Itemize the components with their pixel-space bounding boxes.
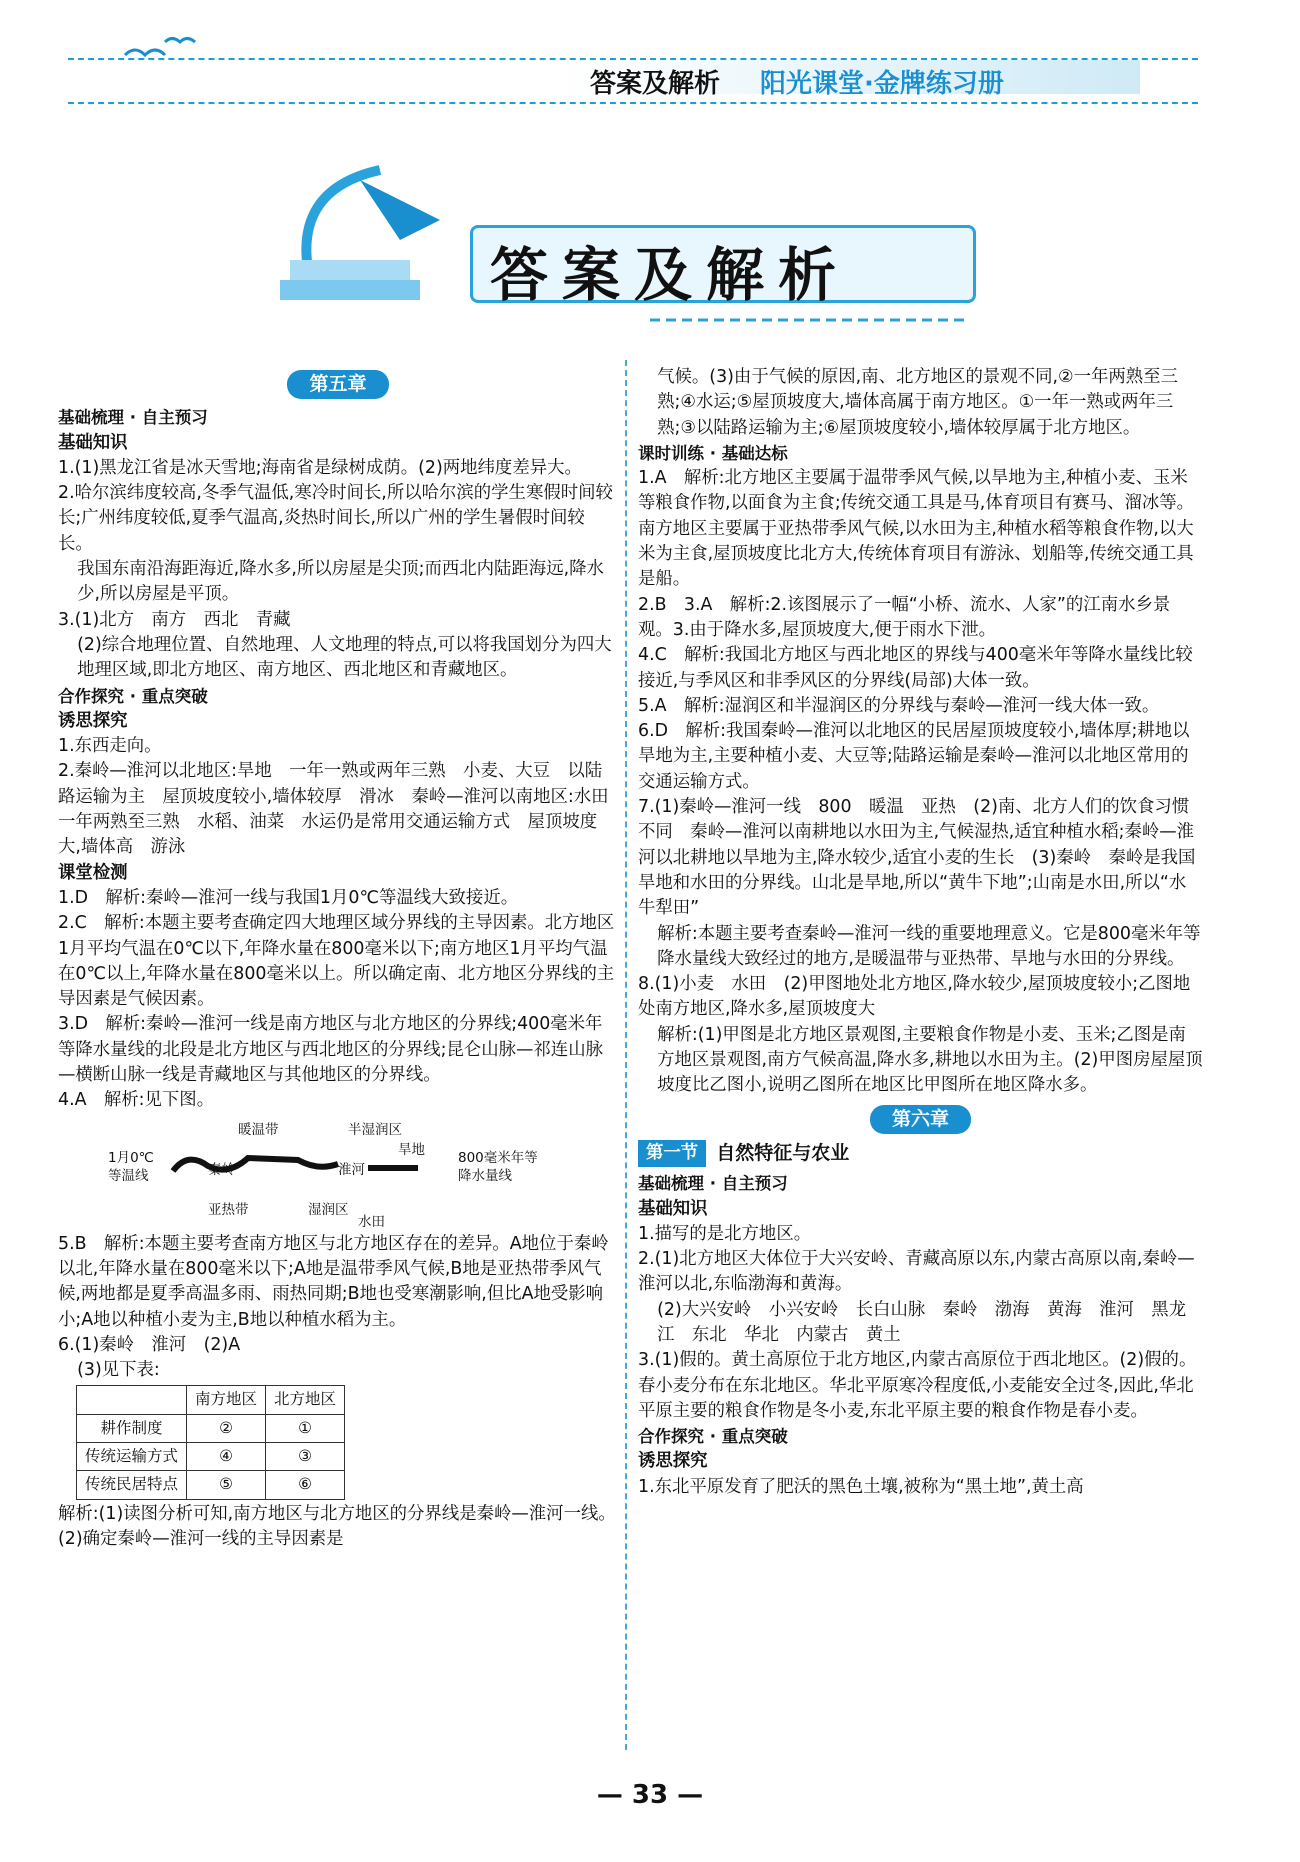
column-divider: [625, 360, 627, 1750]
boundary-line: [168, 1146, 458, 1186]
answer-item: 4.C 解析:我国北方地区与西北地区的界线与400毫米年等降水量线比较接近,与季风区和非季风区的分界线(局部)大体一致。: [638, 645, 1193, 691]
answer-item: (2)大兴安岭 小兴安岭 长白山脉 秦岭 渤海 黄海 淮河 黑龙江 东北 华北 内蒙古 黄土: [657, 1299, 1187, 1345]
answer-item: 8.(1)小麦 水田 (2)甲图地处北方地区,降水较少,屋顶坡度较小;乙图地处南方地区,降水多,屋顶坡度大: [638, 974, 1191, 1020]
answer-item: 5.B 解析:本题主要考查南方地区与北方地区存在的差异。A地位于秦岭以北,年降水量在800毫米以下;A地是温带季风气候,B地是亚热带季风气候,两地都是夏季高温多雨、雨热同期;B地也受寒潮影响,但比A地受影响小;A地以种植小麦为主,B地以种植水稻为主。: [58, 1233, 609, 1330]
answer-item: 我国东南沿海距海近,降水多,所以房屋是尖顶;而西北内陆距海远,降水少,所以房屋是平顶。: [77, 559, 604, 605]
section-tag: 第一节: [638, 1140, 706, 1167]
answer-item: 2.C 解析:本题主要考查确定四大地理区域分界线的主导因素。北方地区1月平均气温在0℃以下,年降水量在800毫米以下;南方地区1月平均气温在0℃以上,年降水量在800毫米以上。所以确定南、北方地区分界线的主导因素是气候因素。: [58, 913, 615, 1010]
answer-item: 解析:(1)甲图是北方地区景观图,主要粮食作物是小麦、玉米;乙图是南方地区景观图,南方气候高温,降水多,耕地以水田为主。(2)甲图房屋屋顶坡度比乙图小,说明乙图所在地区比甲图所在地区降水多。: [657, 1024, 1203, 1096]
subsection-heading: 基础知识: [58, 432, 128, 453]
subsection-heading: 诱思探究: [58, 710, 128, 731]
answer-item: (3)见下表:: [77, 1360, 160, 1381]
diagram-label: 等温线: [108, 1167, 149, 1184]
diagram-label: 暖温带: [238, 1121, 279, 1138]
banner-title: 答案及解析: [490, 241, 851, 309]
answer-item: 3.(1)假的。黄土高原位于北方地区,内蒙古高原位于西北地区。(2)假的。春小麦分布在东北地区。华北平原寒冷程度低,小麦能安全过冬,因此,华北平原主要的粮食作物是冬小麦,东北平原主要的粮食作物是春小麦。: [638, 1350, 1197, 1421]
section-title: 自然特征与农业: [716, 1141, 850, 1164]
diagram-label: 1月0℃: [108, 1149, 154, 1166]
answer-item: 6.(1)秦岭 淮河 (2)A: [58, 1334, 241, 1355]
answer-item: 解析:(1)读图分析可知,南方地区与北方地区的分界线是秦岭—淮河一线。(2)确定秦岭—淮河一线的主导因素是: [58, 1503, 616, 1549]
answer-item: 7.(1)秦岭—淮河一线 800 暖温 亚热 (2)南、北方人们的饮食习惯不同 秦岭—淮河以南耕地以水田为主,气候湿热,适宜种植水稻;秦岭—淮河以北耕地以旱地为主,降水较少,适宜小麦的生长 (3)秦岭 秦岭是我国旱地和水田的分界线。山北是旱地,所以“黄牛下地”;山南是水田,所以“水牛犁田”: [638, 797, 1196, 919]
answer-item: 3.D 解析:秦岭—淮河一线是南方地区与北方地区的分界线;400毫米年等降水量线的北段是北方地区与西北地区的分界线;昆仑山脉—祁连山脉—横断山脉一线是青藏地区与其他地区的分界线。: [58, 1014, 603, 1086]
subsection-heading: 基础知识: [638, 1198, 708, 1219]
left-column: [58, 370, 626, 1552]
diagram-label: 亚热带: [208, 1201, 249, 1218]
birds-icon: [120, 30, 200, 70]
answer-item: 6.D 解析:我国秦岭—淮河以北地区的民居屋顶坡度较小,墙体厚;耕地以旱地为主,主要种植小麦、大豆等;陆路运输是秦岭—淮河以北地区常用的交通运输方式。: [638, 721, 1190, 792]
section-heading: 基础梳理 · 自主预习: [638, 1174, 788, 1194]
diagram-label: 800毫米年等: [458, 1149, 538, 1166]
answer-item: 1.(1)黑龙江省是冰天雪地;海南省是绿树成荫。(2)两地纬度差异大。: [58, 457, 582, 478]
answer-item: 解析:本题主要考查秦岭—淮河一线的重要地理意义。它是800毫米年等降水量线大致经过的地方,是暖温带与亚热带、旱地与水田的分界线。: [657, 923, 1201, 969]
subsection-heading: 诱思探究: [638, 1451, 708, 1472]
header-series: 阳光课堂·金牌练习册: [760, 69, 1004, 99]
diagram-label: 淮河: [338, 1161, 365, 1178]
comparison-table: 南方地区 北方地区 耕作制度 ② ① 传统运输方式 ④ ③ 传统民居特点 ⑤ ⑥: [76, 1385, 345, 1499]
answer-item: 2.B 3.A 解析:2.该图展示了一幅“小桥、流水、人家”的江南水乡景观。3.由于降水多,屋顶坡度大,便于雨水下泄。: [638, 594, 1171, 640]
answer-item: 气候。(3)由于气候的原因,南、北方地区的景观不同,②一年两熟至三熟;④水运;⑤屋顶坡度大,墙体高属于南方地区。①一年一熟或两年三熟;③以陆路运输为主;⑥屋顶坡度较小,墙体较厚属于北方地区。: [657, 367, 1178, 438]
chapter-six-badge: 第六章: [870, 1105, 971, 1134]
answer-item: 1.东北平原发育了肥沃的黑色土壤,被称为“黑土地”,黄土高: [638, 1476, 1084, 1497]
section-heading: 合作探究 · 重点突破: [58, 686, 208, 706]
answer-item: 4.A 解析:见下图。: [58, 1090, 215, 1111]
diagram-label: 降水量线: [458, 1167, 512, 1184]
boundary-diagram: [58, 1118, 618, 1228]
section-heading: 合作探究 · 重点突破: [638, 1427, 788, 1447]
diagram-label: 水田: [358, 1213, 385, 1230]
answer-item: 2.秦岭—淮河以北地区:旱地 一年一熟或两年三熟 小麦、大豆 以陆路运输为主 屋顶坡度较小,墙体较厚 滑冰 秦岭—淮河以南地区:水田 一年两熟至三熟 水稻、油菜 水运仍是常用交通运输方式 屋顶坡度大,墙体高 游泳: [58, 761, 626, 858]
section-heading: 课时训练 · 基础达标: [638, 443, 788, 463]
answer-item: 1.A 解析:北方地区主要属于温带季风气候,以旱地为主,种植小麦、玉米等粮食作物,以面食为主食;传统交通工具是马,体育项目有赛马、溜冰等。南方地区主要属于亚热带季风气候,以水田为主,种植水稻等粮食作物,以大米为主食,屋顶坡度比北方大,传统体育项目有游泳、划船等,传统交通工具是船。: [638, 468, 1195, 590]
table-row: 传统民居特点 ⑤ ⑥: [77, 1471, 345, 1499]
answer-item: 1.东西走向。: [58, 736, 162, 757]
diagram-label: 半湿润区: [348, 1121, 402, 1138]
table-row: 传统运输方式 ④ ③: [77, 1442, 345, 1470]
section-header: [638, 1140, 1203, 1167]
table-row: 耕作制度 ② ①: [77, 1414, 345, 1442]
section-heading: 基础梳理 · 自主预习: [58, 408, 208, 428]
diagram-label: 旱地: [398, 1141, 425, 1158]
answer-item: 1.D 解析:秦岭—淮河一线与我国1月0℃等温线大致接近。: [58, 887, 519, 908]
answer-item: 1.描写的是北方地区。: [638, 1223, 812, 1244]
right-column: [638, 365, 1203, 1500]
chapter-five-badge: 第五章: [287, 370, 388, 399]
answer-item: (2)综合地理位置、自然地理、人文地理的特点,可以将我国划分为四大地理区域,即北方地区、南方地区、西北地区和青藏地区。: [77, 634, 612, 681]
subsection-heading: 课堂检测: [58, 862, 128, 883]
diagram-label: 秦岭: [208, 1161, 235, 1178]
header-title: 答案及解析: [590, 69, 721, 99]
answer-item: 2.(1)北方地区大体位于大兴安岭、青藏高原以东,内蒙古高原以南,秦岭—淮河以北,东临渤海和黄海。: [638, 1249, 1195, 1295]
answer-item: 2.哈尔滨纬度较高,冬季气温低,寒冷时间长,所以哈尔滨的学生寒假时间较长;广州纬度较低,夏季气温高,炎热时间长,所以广州的学生暑假时间较长。: [58, 483, 613, 554]
answer-item: 5.A 解析:湿润区和半湿润区的分界线与秦岭—淮河一线大体一致。: [638, 695, 1160, 716]
answer-item: 3.(1)北方 南方 西北 青藏: [58, 609, 291, 630]
diagram-label: 湿润区: [308, 1201, 349, 1218]
page-number: — 33 —: [596, 1780, 704, 1810]
